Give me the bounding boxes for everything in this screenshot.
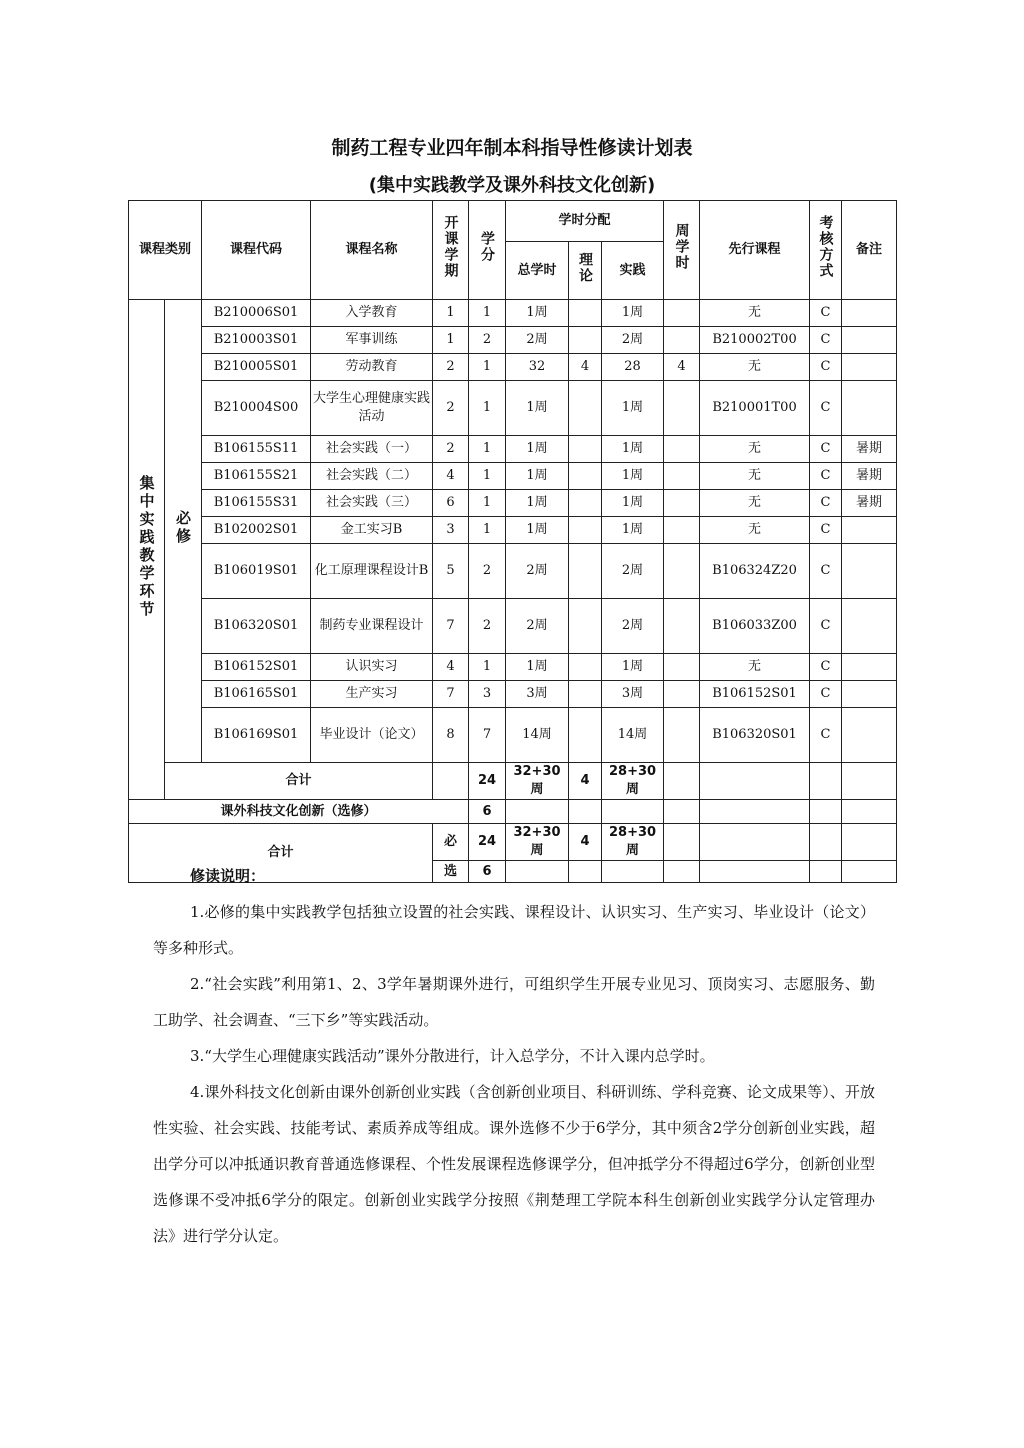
- course-name: 军事训练: [311, 327, 433, 354]
- extracurricular-empty: [842, 800, 897, 824]
- table-row: [129, 381, 897, 436]
- course-practice-hours: 1周: [602, 654, 664, 681]
- course-credits: 1: [469, 654, 506, 681]
- course-semester: 1: [433, 327, 469, 354]
- course-credits: 1: [469, 490, 506, 517]
- course-total-hours: 3周: [506, 681, 569, 708]
- course-theory-hours: [569, 327, 602, 354]
- extracurricular-row: [129, 800, 897, 824]
- course-semester: 6: [433, 490, 469, 517]
- course-weekly-hours: [664, 463, 700, 490]
- grand-total-required-total: 32+30周: [506, 824, 569, 861]
- required-cell: [165, 300, 202, 763]
- course-theory-hours: [569, 599, 602, 654]
- course-semester: 4: [433, 463, 469, 490]
- course-total-hours: 14周: [506, 708, 569, 763]
- course-remark: [842, 354, 897, 381]
- table-row: [129, 517, 897, 544]
- extracurricular-empty: [506, 800, 569, 824]
- course-code: B106152S01: [202, 654, 311, 681]
- grand-total-elective-label: 选: [433, 861, 469, 883]
- course-remark: [842, 517, 897, 544]
- study-plan-table: [128, 200, 897, 883]
- table-row: [129, 327, 897, 354]
- table-row: [129, 436, 897, 463]
- course-practice-hours: 14周: [602, 708, 664, 763]
- course-credits: 7: [469, 708, 506, 763]
- course-prereq: B210001T00: [700, 381, 810, 436]
- course-code: B106169S01: [202, 708, 311, 763]
- course-theory-hours: [569, 681, 602, 708]
- course-total-hours: 1周: [506, 654, 569, 681]
- course-assessment: C: [810, 327, 842, 354]
- course-theory-hours: [569, 463, 602, 490]
- course-prereq: 无: [700, 354, 810, 381]
- category-cell: [129, 300, 165, 800]
- course-remark: [842, 381, 897, 436]
- course-weekly-hours: [664, 708, 700, 763]
- table-row: [129, 681, 897, 708]
- course-theory-hours: [569, 381, 602, 436]
- course-prereq: 无: [700, 463, 810, 490]
- course-practice-hours: 1周: [602, 463, 664, 490]
- course-remark: [842, 300, 897, 327]
- course-code: B106320S01: [202, 599, 311, 654]
- course-theory-hours: [569, 300, 602, 327]
- header-weekly-hours: 周学时: [664, 201, 700, 300]
- course-remark: [842, 599, 897, 654]
- extracurricular-empty: [700, 800, 810, 824]
- course-name: 生产实习: [311, 681, 433, 708]
- course-semester: 2: [433, 381, 469, 436]
- course-code: B210005S01: [202, 354, 311, 381]
- course-assessment: C: [810, 708, 842, 763]
- course-remark: 暑期: [842, 490, 897, 517]
- course-practice-hours: 1周: [602, 381, 664, 436]
- extracurricular-empty: [664, 800, 700, 824]
- course-weekly-hours: 4: [664, 354, 700, 381]
- course-theory-hours: [569, 708, 602, 763]
- extracurricular-label: 课外科技文化创新（选修）: [129, 800, 469, 824]
- course-name: 入学教育: [311, 300, 433, 327]
- course-weekly-hours: [664, 300, 700, 327]
- extracurricular-empty: [602, 800, 664, 824]
- course-code: B106155S31: [202, 490, 311, 517]
- subtotal-assess: [810, 763, 842, 800]
- table-row: [129, 354, 897, 381]
- header-practice: 实践: [602, 242, 664, 300]
- course-remark: [842, 681, 897, 708]
- course-assessment: C: [810, 544, 842, 599]
- extracurricular-empty: [569, 800, 602, 824]
- course-semester: 1: [433, 300, 469, 327]
- course-name: 大学生心理健康实践活动: [311, 381, 433, 436]
- table-row: [129, 490, 897, 517]
- course-prereq: B106320S01: [700, 708, 810, 763]
- course-code: B210003S01: [202, 327, 311, 354]
- course-prereq: 无: [700, 300, 810, 327]
- grand-total-empty: [664, 824, 700, 861]
- table-row: [129, 599, 897, 654]
- table-row: [129, 463, 897, 490]
- course-remark: 暑期: [842, 436, 897, 463]
- grand-total-empty: [700, 824, 810, 861]
- subtotal-label: 合计: [165, 763, 433, 800]
- course-practice-hours: 2周: [602, 599, 664, 654]
- header-credits: 学分: [469, 201, 506, 300]
- course-prereq: 无: [700, 490, 810, 517]
- course-total-hours: 2周: [506, 327, 569, 354]
- note-item: 2.“社会实践”利用第1、2、3学年暑期课外进行，可组织学生开展专业见习、顶岗实习、志愿服务、勤工助学、社会调查、“三下乡”等实践活动。: [153, 975, 875, 1029]
- header-semester: 开课学期: [433, 201, 469, 300]
- course-semester: 2: [433, 436, 469, 463]
- course-remark: [842, 544, 897, 599]
- course-code: B102002S01: [202, 517, 311, 544]
- course-total-hours: 1周: [506, 381, 569, 436]
- grand-total-required-credits: 24: [469, 824, 506, 861]
- course-credits: 3: [469, 681, 506, 708]
- course-practice-hours: 2周: [602, 327, 664, 354]
- course-credits: 1: [469, 381, 506, 436]
- course-total-hours: 1周: [506, 517, 569, 544]
- course-assessment: C: [810, 354, 842, 381]
- subtotal-credits: 24: [469, 763, 506, 800]
- subtotal-theory: 4: [569, 763, 602, 800]
- course-practice-hours: 2周: [602, 544, 664, 599]
- notes-heading: 修读说明：: [190, 867, 266, 885]
- course-total-hours: 2周: [506, 544, 569, 599]
- table-row: [129, 544, 897, 599]
- extracurricular-credits: 6: [469, 800, 506, 824]
- required-label: 必修: [174, 510, 192, 546]
- course-assessment: C: [810, 490, 842, 517]
- grand-total-required-label: 必: [433, 824, 469, 861]
- course-code: B210006S01: [202, 300, 311, 327]
- course-semester: 5: [433, 544, 469, 599]
- course-assessment: C: [810, 463, 842, 490]
- header-theory: 理论: [569, 242, 602, 300]
- course-assessment: C: [810, 300, 842, 327]
- course-name: 认识实习: [311, 654, 433, 681]
- course-code: B106019S01: [202, 544, 311, 599]
- page-title: 制药工程专业四年制本科指导性修读计划表: [331, 137, 693, 159]
- course-practice-hours: 1周: [602, 490, 664, 517]
- course-assessment: C: [810, 654, 842, 681]
- course-remark: [842, 654, 897, 681]
- course-prereq: B210002T00: [700, 327, 810, 354]
- grand-total-empty: [810, 824, 842, 861]
- course-practice-hours: 28: [602, 354, 664, 381]
- course-weekly-hours: [664, 490, 700, 517]
- course-prereq: 无: [700, 654, 810, 681]
- course-practice-hours: 3周: [602, 681, 664, 708]
- table-row: [129, 654, 897, 681]
- course-remark: [842, 327, 897, 354]
- note-item: 1.必修的集中实践教学包括独立设置的社会实践、课程设计、认识实习、生产实习、毕业设计（论文）等多种形式。: [153, 903, 875, 957]
- course-total-hours: 1周: [506, 300, 569, 327]
- course-weekly-hours: [664, 681, 700, 708]
- course-total-hours: 2周: [506, 599, 569, 654]
- course-total-hours: 32: [506, 354, 569, 381]
- course-theory-hours: [569, 517, 602, 544]
- note-item: 3.“大学生心理健康实践活动”课外分散进行，计入总学分，不计入课内总学时。: [190, 1047, 715, 1065]
- course-weekly-hours: [664, 327, 700, 354]
- course-credits: 1: [469, 436, 506, 463]
- header-name: 课程名称: [311, 201, 433, 300]
- course-weekly-hours: [664, 599, 700, 654]
- course-total-hours: 1周: [506, 436, 569, 463]
- course-assessment: C: [810, 381, 842, 436]
- course-code: B106155S21: [202, 463, 311, 490]
- subtotal-total-hours: 32+30周: [506, 763, 569, 800]
- course-code: B210004S00: [202, 381, 311, 436]
- course-credits: 1: [469, 354, 506, 381]
- header-hours-group: 学时分配: [506, 201, 664, 242]
- course-credits: 1: [469, 300, 506, 327]
- course-theory-hours: [569, 654, 602, 681]
- header-prereq: 先行课程: [700, 201, 810, 300]
- course-credits: 1: [469, 517, 506, 544]
- grand-total-row-required: [129, 824, 897, 861]
- course-weekly-hours: [664, 654, 700, 681]
- header-code: 课程代码: [202, 201, 311, 300]
- course-prereq: B106152S01: [700, 681, 810, 708]
- course-theory-hours: [569, 436, 602, 463]
- course-weekly-hours: [664, 436, 700, 463]
- course-name: 社会实践（二）: [311, 463, 433, 490]
- course-theory-hours: 4: [569, 354, 602, 381]
- course-assessment: C: [810, 599, 842, 654]
- table-row: [129, 300, 897, 327]
- header-total-hours: 总学时: [506, 242, 569, 300]
- course-credits: 2: [469, 327, 506, 354]
- course-assessment: C: [810, 436, 842, 463]
- course-credits: 2: [469, 544, 506, 599]
- course-theory-hours: [569, 544, 602, 599]
- course-semester: 3: [433, 517, 469, 544]
- course-assessment: C: [810, 681, 842, 708]
- category-label: 集中实践教学环节: [137, 474, 156, 619]
- course-assessment: C: [810, 517, 842, 544]
- course-name: 制药专业课程设计: [311, 599, 433, 654]
- course-name: 化工原理课程设计B: [311, 544, 433, 599]
- course-prereq: B106033Z00: [700, 599, 810, 654]
- course-practice-hours: 1周: [602, 300, 664, 327]
- subtotal-practice: 28+30周: [602, 763, 664, 800]
- subtotal-remark: [842, 763, 897, 800]
- course-weekly-hours: [664, 381, 700, 436]
- note-item: 4.课外科技文化创新由课外创新创业实践（含创新创业项目、科研训练、学科竞赛、论文成果等）、开放性实验、社会实践、技能考试、素质养成等组成。课外选修不少于6学分，其中须含2学分创新创业实践，超出学分可以冲抵通识教育普通选修课程、个性发展课程选修课学分，但冲抵学分不得超过6学分，创新创业型选修课不受冲抵6学分的限定。创新创业实践学分按照《荆楚理工学院本科生创新创业实践学分认定管理办法》进行学分认定。: [153, 1083, 875, 1245]
- course-name: 金工实习B: [311, 517, 433, 544]
- grand-total-empty: [842, 824, 897, 861]
- study-notes: [153, 858, 875, 1254]
- course-total-hours: 1周: [506, 463, 569, 490]
- course-remark: 暑期: [842, 463, 897, 490]
- page-subtitle: (集中实践教学及课外科技文化创新): [368, 175, 656, 196]
- course-name: 劳动教育: [311, 354, 433, 381]
- extracurricular-empty: [810, 800, 842, 824]
- grand-total-label: 合计: [129, 824, 433, 883]
- course-name: 毕业设计（论文）: [311, 708, 433, 763]
- course-theory-hours: [569, 490, 602, 517]
- course-weekly-hours: [664, 517, 700, 544]
- course-practice-hours: 1周: [602, 436, 664, 463]
- course-semester: 7: [433, 681, 469, 708]
- course-credits: 2: [469, 599, 506, 654]
- subtotal-weekly: [664, 763, 700, 800]
- course-prereq: B106324Z20: [700, 544, 810, 599]
- course-semester: 8: [433, 708, 469, 763]
- course-remark: [842, 708, 897, 763]
- grand-total-required-theory: 4: [569, 824, 602, 861]
- grand-total-required-practice: 28+30周: [602, 824, 664, 861]
- course-total-hours: 1周: [506, 490, 569, 517]
- course-name: 社会实践（一）: [311, 436, 433, 463]
- header-assessment: 考核方式: [810, 201, 842, 300]
- course-semester: 2: [433, 354, 469, 381]
- course-semester: 7: [433, 599, 469, 654]
- subtotal-semester: [433, 763, 469, 800]
- table-row: [129, 708, 897, 763]
- course-code: B106155S11: [202, 436, 311, 463]
- course-semester: 4: [433, 654, 469, 681]
- course-practice-hours: 1周: [602, 517, 664, 544]
- course-prereq: 无: [700, 436, 810, 463]
- subtotal-prereq: [700, 763, 810, 800]
- subtotal-row: [129, 763, 897, 800]
- course-code: B106165S01: [202, 681, 311, 708]
- grand-total-elective-credits: 6: [469, 861, 506, 883]
- course-credits: 1: [469, 463, 506, 490]
- header-category: 课程类别: [129, 201, 202, 300]
- header-remarks: 备注: [842, 201, 897, 300]
- course-name: 社会实践（三）: [311, 490, 433, 517]
- course-weekly-hours: [664, 544, 700, 599]
- course-prereq: 无: [700, 517, 810, 544]
